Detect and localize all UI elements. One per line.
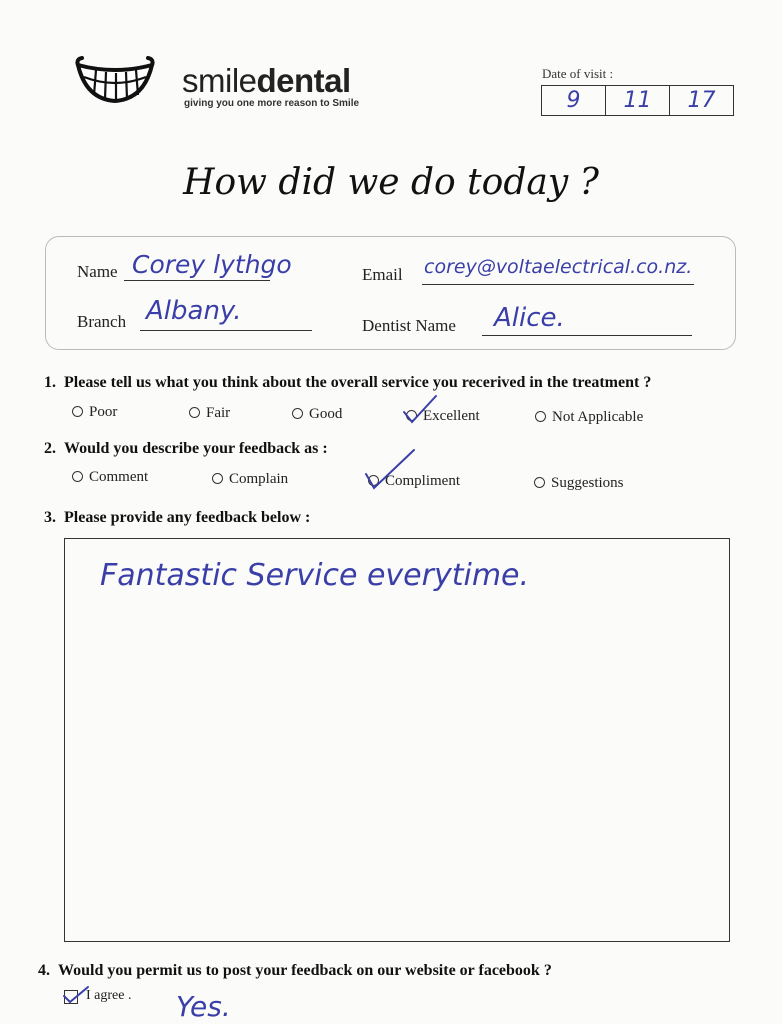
- question-3: 3. Please provide any feedback below :: [44, 509, 311, 526]
- date-year: 17: [687, 88, 716, 113]
- radio-circle-icon: [535, 411, 546, 422]
- name-label: Name: [77, 262, 118, 281]
- q2-option-comment[interactable]: Comment: [72, 469, 148, 486]
- smile-logo-icon: [74, 55, 156, 105]
- brand-tagline: giving you one more reason to Smile: [184, 98, 360, 109]
- q1-option-good[interactable]: Good: [292, 406, 342, 423]
- date-month: 11: [606, 86, 670, 115]
- date-day: 9: [542, 86, 606, 115]
- q1-option-fair[interactable]: Fair: [189, 405, 230, 422]
- email-value: corey@voltaelectrical.co.nz.: [424, 256, 693, 278]
- radio-circle-icon: [72, 406, 83, 417]
- name-value: Corey lythgo: [132, 250, 292, 279]
- page-title: How did we do today ?: [183, 162, 599, 203]
- question-4: 4. Would you permit us to post your feedback on our website or facebook ?: [38, 962, 552, 979]
- q1-checkmark-icon: [400, 392, 440, 426]
- q2-checkmark-icon: [362, 446, 418, 492]
- q1-option-excellent[interactable]: Excellent: [406, 408, 480, 425]
- radio-circle-icon: [212, 473, 223, 484]
- radio-circle-icon: [72, 471, 83, 482]
- q1-option-not-applicable[interactable]: Not Applicable: [535, 409, 643, 426]
- feedback-textarea[interactable]: [64, 538, 730, 942]
- feedback-text: Fantastic Service everytime.: [100, 558, 530, 593]
- question-1: 1. Please tell us what you think about the overall service you recerived in the treatment ?: [44, 374, 652, 391]
- date-label: Date of visit :: [542, 66, 614, 81]
- q1-option-poor[interactable]: Poor: [72, 404, 117, 421]
- dentist-value: Alice.: [494, 303, 565, 333]
- radio-circle-icon: [189, 407, 200, 418]
- radio-circle-icon: [534, 477, 545, 488]
- question-2: 2. Would you describe your feedback as :: [44, 440, 328, 457]
- q2-option-compliment[interactable]: Compliment: [368, 473, 460, 490]
- q2-option-complain[interactable]: Complain: [212, 471, 288, 488]
- radio-circle-icon: [292, 408, 303, 419]
- brand-name: smiledental: [182, 62, 351, 99]
- branch-value: Albany.: [146, 296, 242, 326]
- agree-label: I agree .: [86, 988, 132, 1003]
- date-field[interactable]: [541, 85, 734, 116]
- branch-label: Branch: [77, 312, 127, 331]
- permission-answer: Yes.: [176, 990, 231, 1023]
- email-label: Email: [362, 265, 403, 284]
- dentist-label: Dentist Name: [362, 316, 456, 335]
- q2-option-suggestions[interactable]: Suggestions: [534, 475, 624, 492]
